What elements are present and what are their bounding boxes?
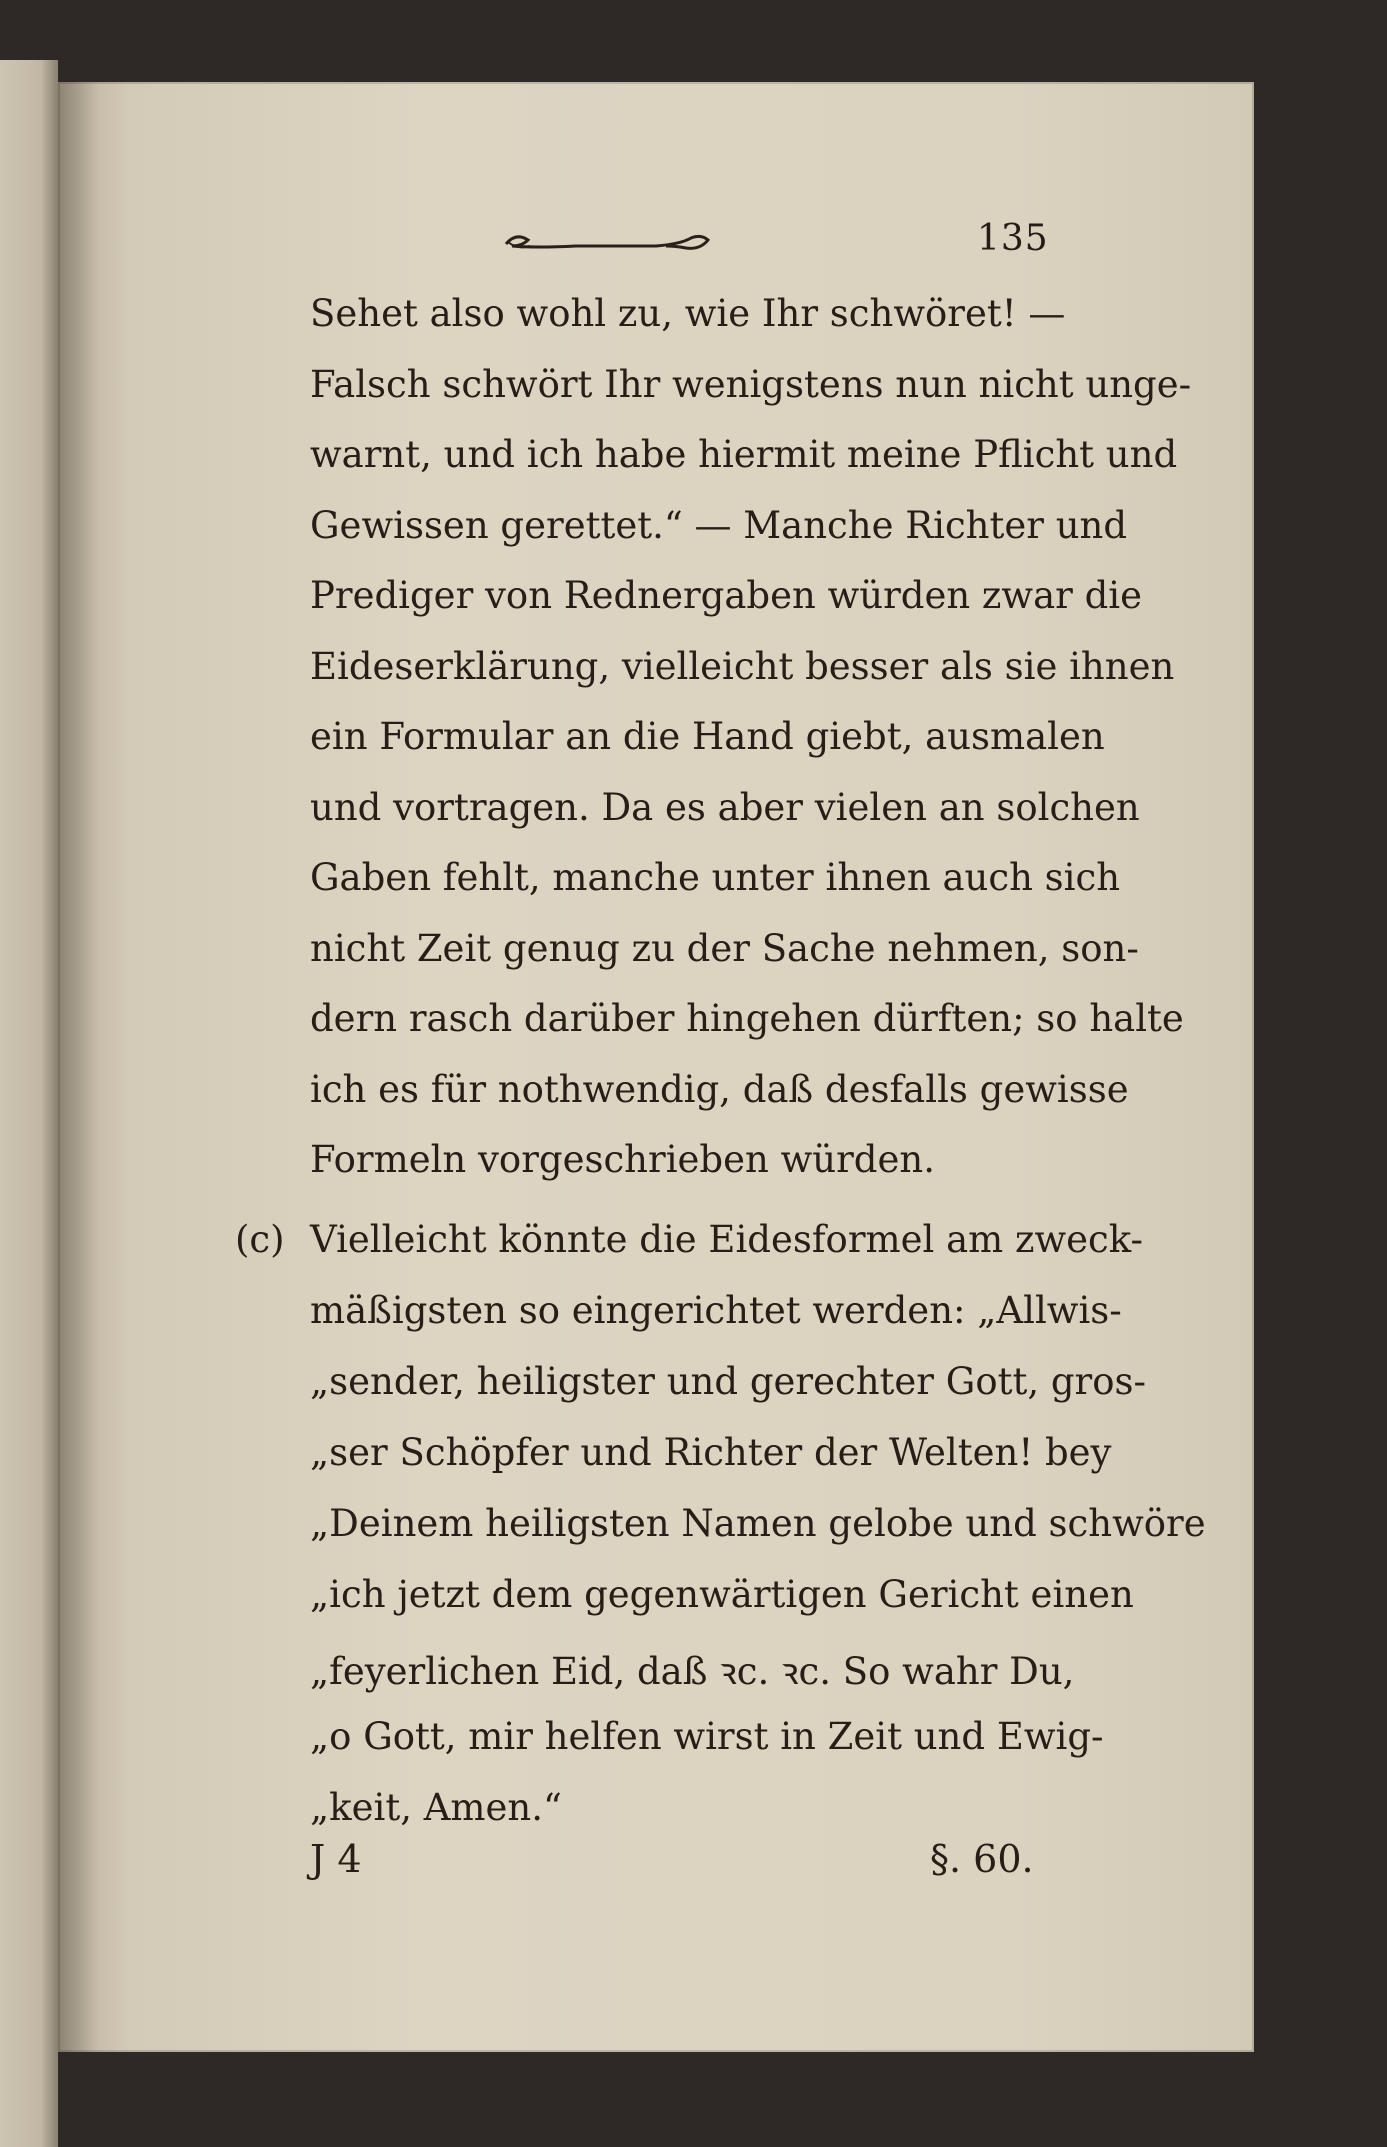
- text-line: Sehet also wohl zu, wie Ihr schwöret! —: [310, 292, 1066, 335]
- left-page-edge: [0, 60, 58, 2147]
- text-line: Prediger von Rednergaben würden zwar die: [310, 574, 1143, 617]
- footnote-line: „ich jetzt dem gegenwärtigen Gericht einen: [310, 1573, 1134, 1616]
- catchword: §. 60.: [930, 1837, 1034, 1881]
- tail-ornament-icon: [486, 224, 726, 264]
- text-line: nicht Zeit genug zu der Sache nehmen, son-: [310, 926, 1139, 970]
- footnote-line: „feyerlichen Eid, daß ꝛc. ꝛc. So wahr Du,: [310, 1650, 1075, 1693]
- footnote-line: „sender, heiligster und gerechter Gott, gros-: [310, 1360, 1146, 1403]
- text-line: ich es für nothwendig, daß desfalls gewisse: [310, 1067, 1129, 1111]
- text-line: warnt, und ich habe hiermit meine Pflicht und: [310, 433, 1178, 476]
- footnote-marker: (c): [235, 1218, 285, 1261]
- footnote-line: mäßigsten so eingerichtet werden: „Allwis-: [310, 1289, 1122, 1332]
- footnote-line: Vielleicht könnte die Eidesformel am zweck-: [310, 1218, 1144, 1261]
- footnote-line: „ser Schöpfer und Richter der Welten! bey: [310, 1431, 1112, 1474]
- footnote-line: „o Gott, mir helfen wirst in Zeit und Ewig-: [310, 1715, 1104, 1758]
- text-line: Eideserklärung, vielleicht besser als sie ihnen: [310, 644, 1175, 688]
- text-line: Gewissen gerettet.“ — Manche Richter und: [310, 503, 1128, 547]
- page-number: 135: [977, 218, 1049, 259]
- text-line: ein Formular an die Hand giebt, ausmalen: [310, 715, 1105, 758]
- printer-signature: J 4: [310, 1837, 362, 1881]
- text-line: dern rasch darüber hingehen dürften; so halte: [310, 997, 1184, 1040]
- text-line: und vortragen. Da es aber vielen an solchen: [310, 785, 1140, 829]
- text-line: Formeln vorgeschrieben würden.: [310, 1138, 935, 1181]
- footnote-line: „Deinem heiligsten Namen gelobe und schwöre: [310, 1502, 1206, 1545]
- spine-shadow: [58, 82, 98, 2052]
- footnote-line: „keit, Amen.“: [310, 1786, 562, 1829]
- text-line: Falsch schwört Ihr wenigstens nun nicht unge-: [310, 362, 1192, 406]
- text-line: Gaben fehlt, manche unter ihnen auch sich: [310, 856, 1121, 899]
